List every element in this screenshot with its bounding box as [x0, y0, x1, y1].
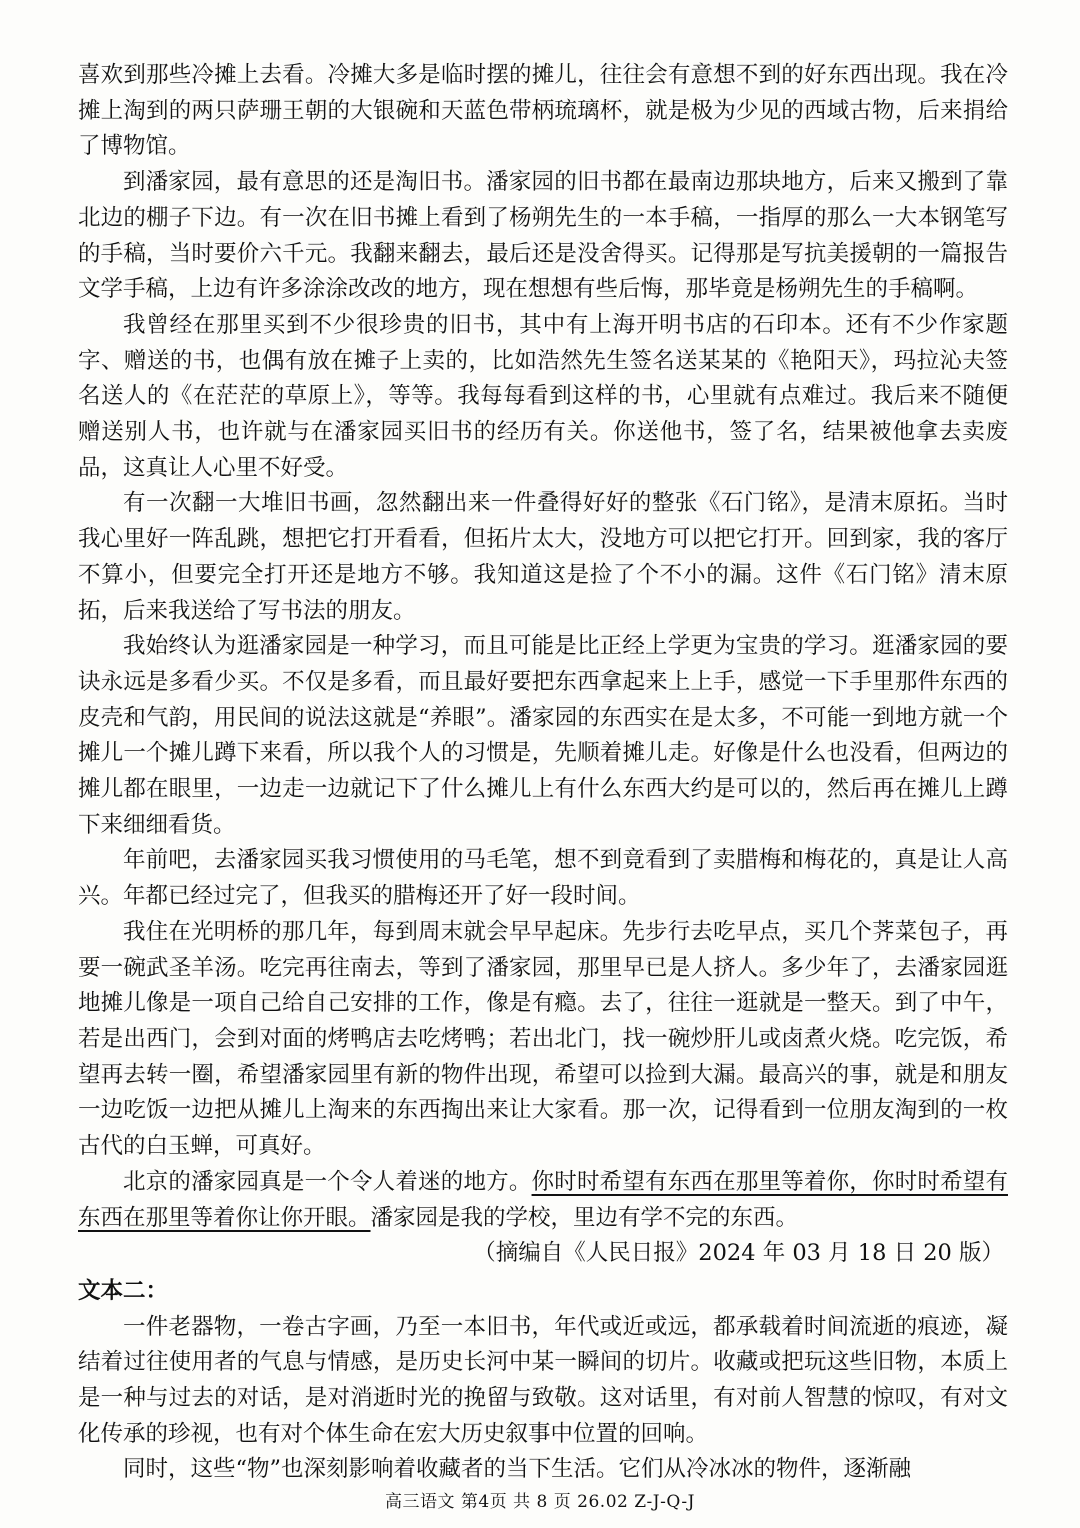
- text1-paragraph-7: 我住在光明桥的那几年，每到周末就会早早起床。先步行去吃早点，买几个荠菜包子，再要一碗武圣羊汤。吃完再往南去，等到了潘家园，那里早已是人挤人。多少年了，去潘家园逛地摊儿像是一项自己给自己安排的工作，像是有瘾。去了，往往一逛就是一整天。到了中午，若是出西门，会到对面的烤鸭店去吃烤鸭；若出北门，找一碗炒肝儿或卤煮火烧。吃完饭，希望再去转一圈，希望潘家园里有新的物件出现，希望可以捡到大漏。最高兴的事，就是和朋友一边吃饭一边把从摊儿上淘来的东西掏出来让大家看。那一次，记得看到一位朋友淘到的一枚古代的白玉蝉，可真好。: [78, 918, 1008, 1160]
- closing-sentence: 北京的潘家园真是一个令人着迷的地方。: [123, 1168, 532, 1195]
- closing-sentence-end: 潘家园是我的学校，里边有学不完的东西。: [370, 1204, 799, 1231]
- source-citation: （摘编自《人民日报》2024 年 03 月 18 日 20 版）: [473, 1240, 1004, 1267]
- text1-paragraph-1: 喜欢到那些冷摊上去看。冷摊大多是临时摆的摊儿，往往会有意想不到的好东西出现。我在冷摊上淘到的两只萨珊王朝的大银碗和天蓝色带柄琉璃杯，就是极为少见的西域古物，后来捐给了博物馆。: [78, 62, 1008, 160]
- text1-paragraph-6: 年前吧，去潘家园买我习惯使用的马毛笔，想不到竟看到了卖腊梅和梅花的，真是让人高兴。年都已经过完了，但我买的腊梅还开了好一段时间。: [78, 847, 1008, 910]
- page-body: [78, 58, 1008, 1488]
- text1-paragraph-2: 到潘家园，最有意思的还是淘旧书。潘家园的旧书都在最南边那块地方，后来又搬到了靠北边的棚子下边。有一次在旧书摊上看到了杨朔先生的一本手稿，一指厚的那么一大本钢笔写的手稿，当时要价六千元。我翻来翻去，最后还是没舍得买。记得那是写抗美援朝的一篇报告文学手稿，上边有许多涂涂改改的地方，现在想想有些后悔，那毕竟是杨朔先生的手稿啊。: [78, 169, 1008, 303]
- page-footer: 高三语文 第4页 共 8 页 26.02 Z-J-Q-J: [385, 1492, 695, 1512]
- text2-paragraph-2: 同时，这些“物”也深刻影响着收藏者的当下生活。它们从冷冰冰的物件，逐渐融: [123, 1456, 912, 1483]
- text2-paragraph-1: 一件老器物，一卷古字画，乃至一本旧书，年代或近或远，都承载着时间流逝的痕迹，凝结着过往使用者的气息与情感，是历史长河中某一瞬间的切片。收藏或把玩这些旧物，本质上是一种与过去的对话，是对消逝时光的挽留与致敬。这对话里，有对前人智慧的惊叹，有对文化传承的珍视，也有对个体生命在宏大历史叙事中位置的回响。: [78, 1313, 1008, 1447]
- text1-paragraph-4: 有一次翻一大堆旧书画，忽然翻出来一件叠得好好的整张《石门铭》，是清末原拓。当时我心里好一阵乱跳，想把它打开看看，但拓片太大，没地方可以把它打开。回到家，我的客厅不算小，但要完全打开还是地方不够。我知道这是捡了个不小的漏。这件《石门铭》清末原拓，后来我送给了写书法的朋友。: [78, 490, 1008, 624]
- text1-paragraph-3: 我曾经在那里买到不少很珍贵的旧书，其中有上海开明书店的石印本。还有不少作家题字、赠送的书，也偶有放在摊子上卖的，比如浩然先生签名送某某的《艳阳天》，玛拉沁夫签名送人的《在茫茫的草原上》，等等。我每每看到这样的书，心里就有点难过。我后来不随便赠送别人书，也许就与在潘家园买旧书的经历有关。你送他书，签了名，结果被他拿去卖废品，这真让人心里不好受。: [78, 311, 1008, 481]
- text2-heading: 文本二：: [78, 1277, 169, 1304]
- text1-paragraph-5: 我始终认为逛潘家园是一种学习，而且可能是比正经上学更为宝贵的学习。逛潘家园的要诀永远是多看少买。不仅是多看，而且最好要把东西拿起来上上手，感觉一下手里那件东西的皮壳和气韵，用民间的说法这就是“养眼”。潘家园的东西实在是太多，不可能一到地方就一个摊儿一个摊儿蹲下来看，所以我个人的习惯是，先顺着摊儿走。好像是什么也没看，但两边的摊儿都在眼里，一边走一边就记下了什么摊儿上有什么东西大约是可以的，然后再在摊儿上蹲下来细细看货。: [78, 633, 1008, 838]
- underlined-sentence: 你时时希望有东西在那里等着你，你时时希望有东西在那里等着你让你开眼。: [78, 1168, 1008, 1231]
- text1-paragraph-8: [78, 1165, 1008, 1236]
